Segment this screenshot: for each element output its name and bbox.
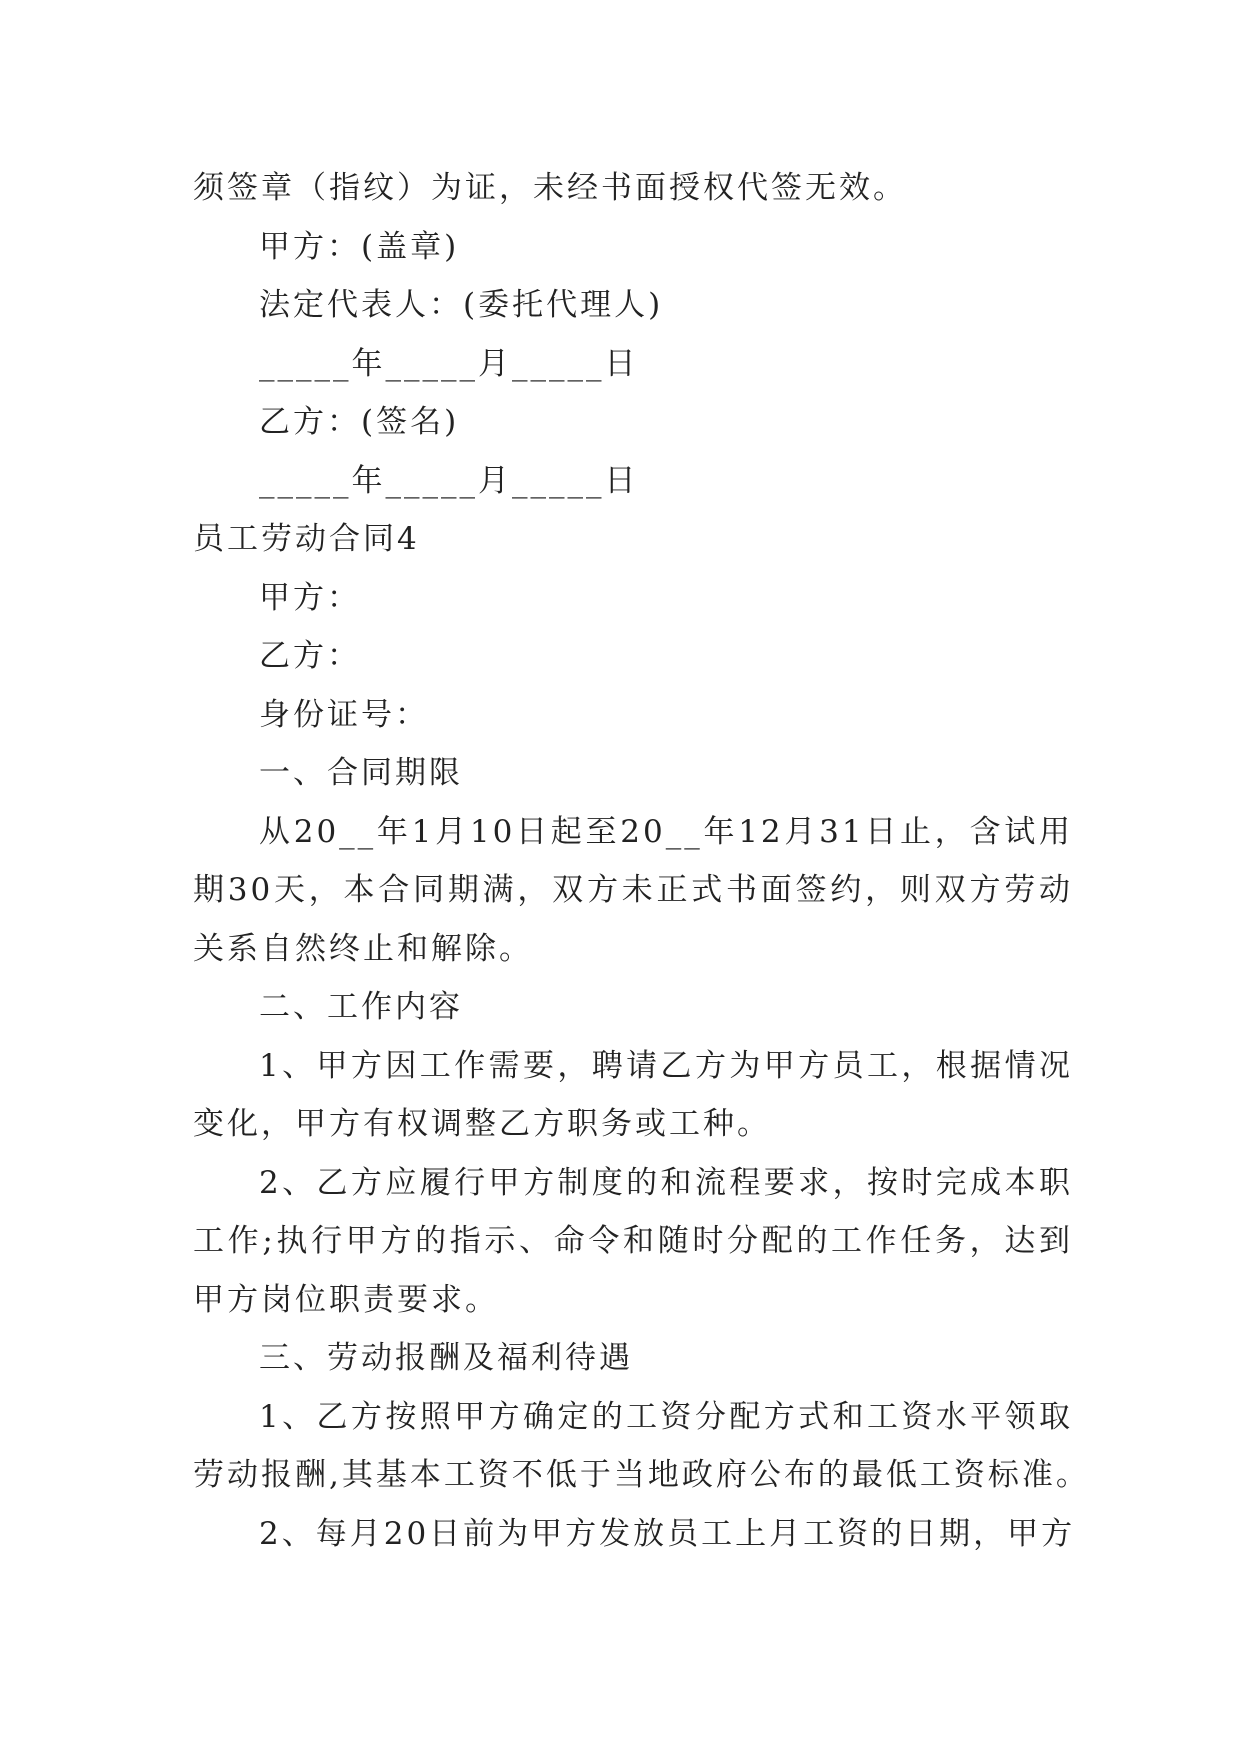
text-line: 2、每月20日前为甲方发放员工上月工资的日期，甲方 — [259, 1515, 1076, 1552]
text-line: 须签章（指纹）为证，未经书面授权代签无效。 — [193, 170, 907, 206]
text-line: 1、乙方按照甲方确定的工资分配方式和工资水平领取 — [259, 1398, 1073, 1435]
text-line: 关系自然终止和解除。 — [193, 930, 533, 967]
text-line: 1、甲方因工作需要，聘请乙方为甲方员工，根据情况 — [259, 1047, 1073, 1084]
text-line: 变化，甲方有权调整乙方职务或工种。 — [193, 1106, 771, 1142]
text-line: 三、劳动报酬及福利待遇 — [259, 1340, 633, 1376]
text-line: 二、工作内容 — [259, 989, 463, 1025]
text-line: 2、乙方应履行甲方制度的和流程要求，按时完成本职 — [259, 1164, 1073, 1201]
text-line: 甲方：(盖章) — [259, 228, 460, 265]
text-line: 法定代表人：(委托代理人) — [259, 287, 664, 323]
text-line: 身份证号： — [259, 696, 429, 733]
text-line: 劳动报酬,其基本工资不低于当地政府公布的最低工资标准。 — [193, 1457, 1090, 1493]
text-line: 从20__年1月10日起至20__年12月31日止，含试用 — [259, 813, 1073, 850]
text-line: _____年_____月_____日 — [259, 462, 639, 499]
text-line: 甲方岗位职责要求。 — [193, 1281, 499, 1318]
document-body — [193, 159, 1090, 1563]
text-line: 一、合同期限 — [259, 755, 463, 791]
text-line: 甲方： — [259, 579, 361, 616]
text-line: 工作;执行甲方的指示、命令和随时分配的工作任务，达到 — [193, 1223, 1073, 1259]
text-line: 乙方：(签名) — [259, 404, 460, 440]
text-line: 乙方： — [259, 638, 361, 674]
text-line: _____年_____月_____日 — [259, 345, 639, 382]
text-line: 期30天，本合同期满，双方未正式书面签约，则双方劳动 — [193, 872, 1073, 908]
text-line: 员工劳动合同4 — [193, 521, 420, 557]
